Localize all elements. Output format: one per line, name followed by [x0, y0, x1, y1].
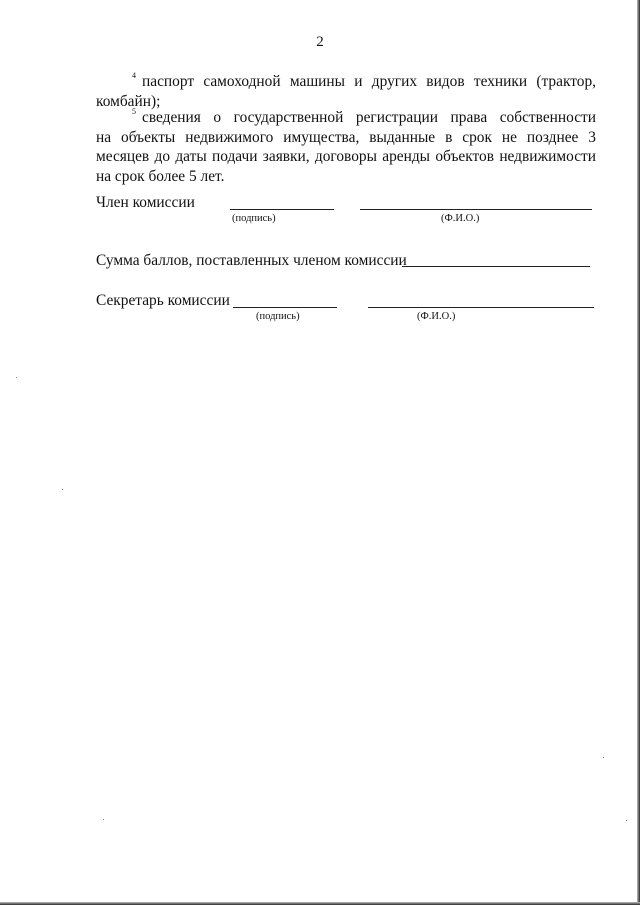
scan-speck — [16, 377, 17, 378]
page-number: 2 — [316, 34, 324, 50]
secretary-name-line — [368, 307, 594, 308]
scan-speck — [626, 820, 627, 821]
scan-speck — [62, 489, 63, 490]
footnote-4-first-text: паспорт самоходной машины и других видов техники (трактор, — [142, 73, 596, 90]
scan-speck — [103, 819, 104, 820]
secretary-signature-line — [233, 307, 337, 308]
footnote-4-first-line — [96, 66, 596, 92]
member-signature-line — [230, 209, 334, 210]
scan-speck — [603, 757, 604, 758]
footnote-4-marker: 4 — [132, 71, 136, 80]
member-signature-caption: (подпись) — [232, 213, 276, 224]
secretary-label: Секретарь комиссии — [96, 292, 230, 309]
score-line — [402, 266, 590, 267]
score-label: Сумма баллов, поставленных членом комиссии — [96, 252, 407, 269]
footnote-5 — [96, 102, 596, 186]
member-name-caption: (Ф.И.О.) — [441, 213, 480, 224]
footnote-5-first-text: сведения о государственной регистрации права собственности — [142, 109, 596, 126]
member-name-line — [360, 209, 592, 210]
secretary-signature-caption: (подпись) — [256, 311, 300, 322]
secretary-name-caption: (Ф.И.О.) — [417, 311, 456, 322]
footnote-5-first-line — [96, 102, 596, 128]
footnote-5-marker: 5 — [132, 107, 136, 116]
member-label: Член комиссии — [96, 194, 195, 211]
footnote-5-rest: на объекты недвижимого имущества, выданные в срок не позднее 3 месяцев до даты подачи заявки, договоры аренды объектов недвижимости на срок более 5 лет. — [96, 128, 596, 185]
footnote-4-rest: комбайн); — [96, 92, 161, 110]
